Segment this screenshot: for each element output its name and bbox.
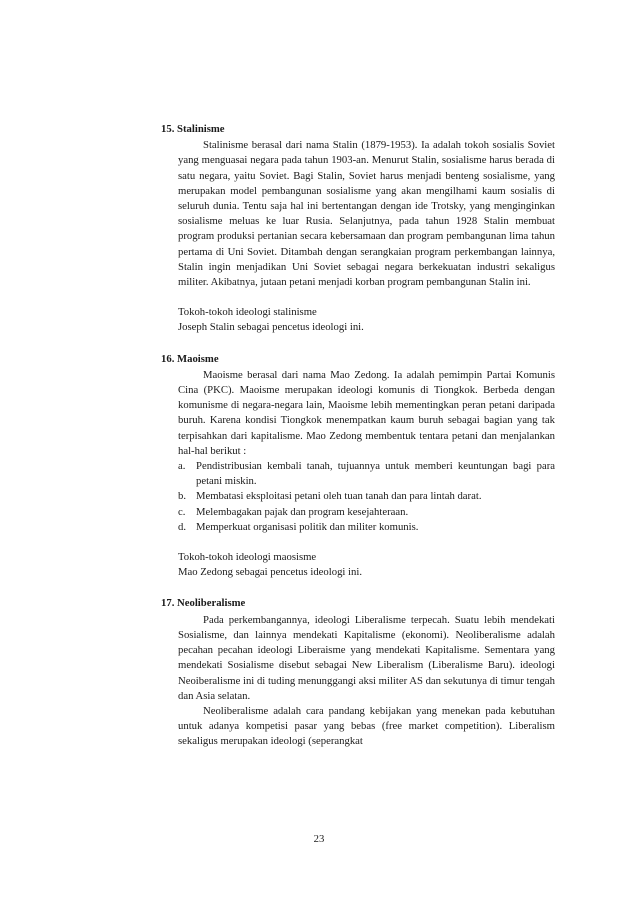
list-text: Melembagakan pajak dan program kesejahteraan.: [196, 505, 409, 518]
paragraph: Stalinisme berasal dari nama Stalin (1879-1953). Ia adalah tokoh sosialis Soviet yang menguasai negara pada tahun 1903-an. Menurut Stalin, sosialisme harus berada di satu negara, yaitu Soviet. Bagi Stalin, Soviet harus menjadi benteng sosialisme, yang merupakan model pembangunan sosialisme yang akan mengilhami kaum sosialis di seluruh dunia. Tentu saja hal ini bertentangan dengan ide Trotsky, yang menginginkan sosialisme meluas ke luar Rusia. Selanjutnya, pada tahun 1928 Stalin membuat program produksi pertanian secara kebersamaan dan program pembangunan lima tahun pertama di Uni Soviet. Ditambah dengan serangkaian program perkembangan lainnya, Stalin ingin menjadikan Uni Soviet sebagai negara berkekuatan industri sekaligus militer. Akibatnya, jutaan petani menjadi korban program pembangunan Stalin ini.: [178, 139, 555, 289]
section-neoliberalisme: [161, 596, 555, 749]
list-item: [178, 459, 555, 489]
list-text: Memperkuat organisasi politik dan militer komunis.: [196, 520, 419, 533]
list-marker: b.: [178, 490, 187, 503]
program-list: [178, 459, 555, 535]
tokoh-line: Joseph Stalin sebagai pencetus ideologi ini.: [178, 321, 364, 334]
list-item: [178, 505, 555, 520]
list-marker: a.: [178, 460, 186, 473]
paragraph: Neoliberalisme adalah cara pandang kebijakan yang menekan pada kebutuhan untuk adanya kompetisi pasar yang bebas (free market competition). Liberalism sekaligus merupakan ideologi (seperangkat: [178, 704, 555, 748]
tokoh-block: [178, 550, 555, 580]
tokoh-line: Mao Zedong sebagai pencetus ideologi ini.: [178, 566, 363, 579]
list-text: Pendistribusian kembali tanah, tujuannya untuk memberi keuntungan bagi para petani miskin.: [196, 460, 555, 488]
section-title: 16. Maoisme: [161, 352, 219, 365]
section-gap: [161, 336, 555, 352]
paragraph: Pada perkembangannya, ideologi Liberalisme terpecah. Suatu lebih mendekati Sosialisme, dan lainnya mendekati Kapitalisme (ekonomi). Neoliberalisme adalah pecahan pecahan ideologi Liberaisme yang mendekati Kapitalisme. Sementara yang mendekati Sosialisme disebut sebagai New Liberalism (Liberalisme Baru). ideologi Neoiberalisme ini di tuding menunggangi aksi militer AS dan sekutunya di timur tengah dan Asia selatan.: [178, 613, 555, 702]
section-maoisme: [161, 352, 555, 581]
section-body: [161, 368, 555, 581]
list-marker: d.: [178, 520, 187, 533]
section-title: 17. Neoliberalisme: [161, 597, 246, 610]
page-content: [161, 122, 555, 750]
tokoh-heading: Tokoh-tokoh ideologi maosisme: [178, 551, 317, 564]
list-text: Membatasi eksploitasi petani oleh tuan tanah dan para lintah darat.: [196, 490, 482, 503]
section-body: [161, 138, 555, 335]
tokoh-block: [178, 305, 555, 335]
section-stalinisme: [161, 122, 555, 336]
section-title: 15. Stalinisme: [161, 123, 225, 135]
section-body: [161, 613, 555, 750]
tokoh-heading: Tokoh-tokoh ideologi stalinisme: [178, 306, 317, 319]
page-number: 23: [313, 833, 325, 845]
list-item: [178, 489, 555, 504]
section-gap: [161, 580, 555, 596]
list-item: [178, 520, 555, 535]
paragraph: Maoisme berasal dari nama Mao Zedong. Ia adalah pemimpin Partai Komunis Cina (PKC). Maoisme merupakan ideologi komunis di Tiongkok. Berbeda dengan komunisme di negara-negara lain, Maoisme lebih mementingkan peran petani daripada buruh. Karena kondisi Tiongkok menempatkan kaum buruh sebagai bagian yang tak terpisahkan dari kapitalisme. Mao Zedong membentuk tentara petani dan menjalankan hal-hal berikut :: [178, 368, 555, 457]
list-marker: c.: [178, 505, 186, 518]
